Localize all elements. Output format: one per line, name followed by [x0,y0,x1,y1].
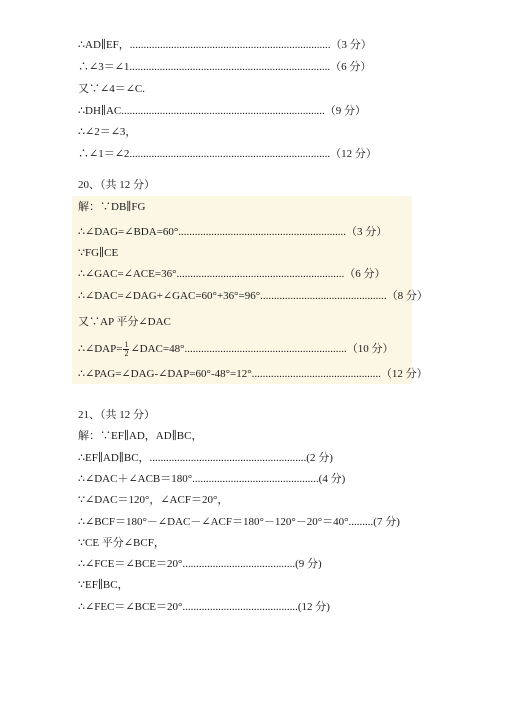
q20-line-7 [78,339,393,359]
q20-line-4: ∴∠GAC=∠ACE=36°.............................................................（6 分） [78,268,386,280]
proof-line-6: ∴∠1＝∠2.........................................................................（12 分） [78,148,377,160]
half-fraction [123,341,129,358]
q20-line-5: ∴∠DAC=∠DAG+∠GAC=60°+36°=96°..............................................（8 分） [78,290,428,302]
q20-line-2: ∴∠DAG=∠BDA=60°.............................................................（3 分） [78,226,388,238]
q21-line-9: ∴∠FEC＝∠BCE＝20°..........................................(12 分) [78,601,330,613]
fraction-numerator: 1 [124,339,129,349]
q20-line-3: ∵FG∥CE [78,247,119,259]
q21-line-3: ∴∠DAC＋∠ACB＝180°..............................................(4 分) [78,473,346,485]
q20-line-1: 解：∵DB∥FG [78,201,146,213]
q21-line-6: ∵CE 平分∠BCF， [78,537,165,549]
proof-line-5: ∴∠2＝∠3， [78,126,137,138]
q21-line-2: ∴EF∥AD∥BC，.........................................................(2 分) [78,452,333,464]
dap-suffix: ∠DAC=48°...........................................................（10 分） [130,343,394,355]
proof-line-4: ∴DH∥AC..........................................................................（9 分） [78,105,366,117]
q21-line-5: ∴∠BCF＝180°－∠DAC－∠ACF＝180°－120°－20°＝40°.........(7 分) [78,516,400,528]
fraction-denominator: 2 [124,348,129,358]
q21-line-7: ∴∠FCE＝∠BCE＝20°.........................................(9 分) [78,558,322,570]
dap-prefix: ∴∠DAP= [78,343,123,355]
q20-line-8: ∴∠PAG=∠DAG-∠DAP=60°-48°=12°...............................................（12 分） [78,368,428,380]
section-20-header: 20、（共 12 分） [78,179,155,191]
q21-line-1: 解：∵EF∥AD，AD∥BC， [78,430,203,442]
q21-line-8: ∵EF∥BC， [78,579,129,591]
proof-line-2: ∴∠3＝∠1.........................................................................（6 分） [78,61,372,73]
q21-line-4: ∵∠DAC＝120°，∠ACF＝20°， [78,494,229,506]
q20-line-6: 又∵AP 平分∠DAC [78,316,171,328]
proof-line-1: ∴AD∥EF，.........................................................................（3 分） [78,39,372,51]
section-21-header: 21、（共 12 分） [78,409,155,421]
proof-line-3: 又∵∠4＝∠C. [78,83,146,95]
